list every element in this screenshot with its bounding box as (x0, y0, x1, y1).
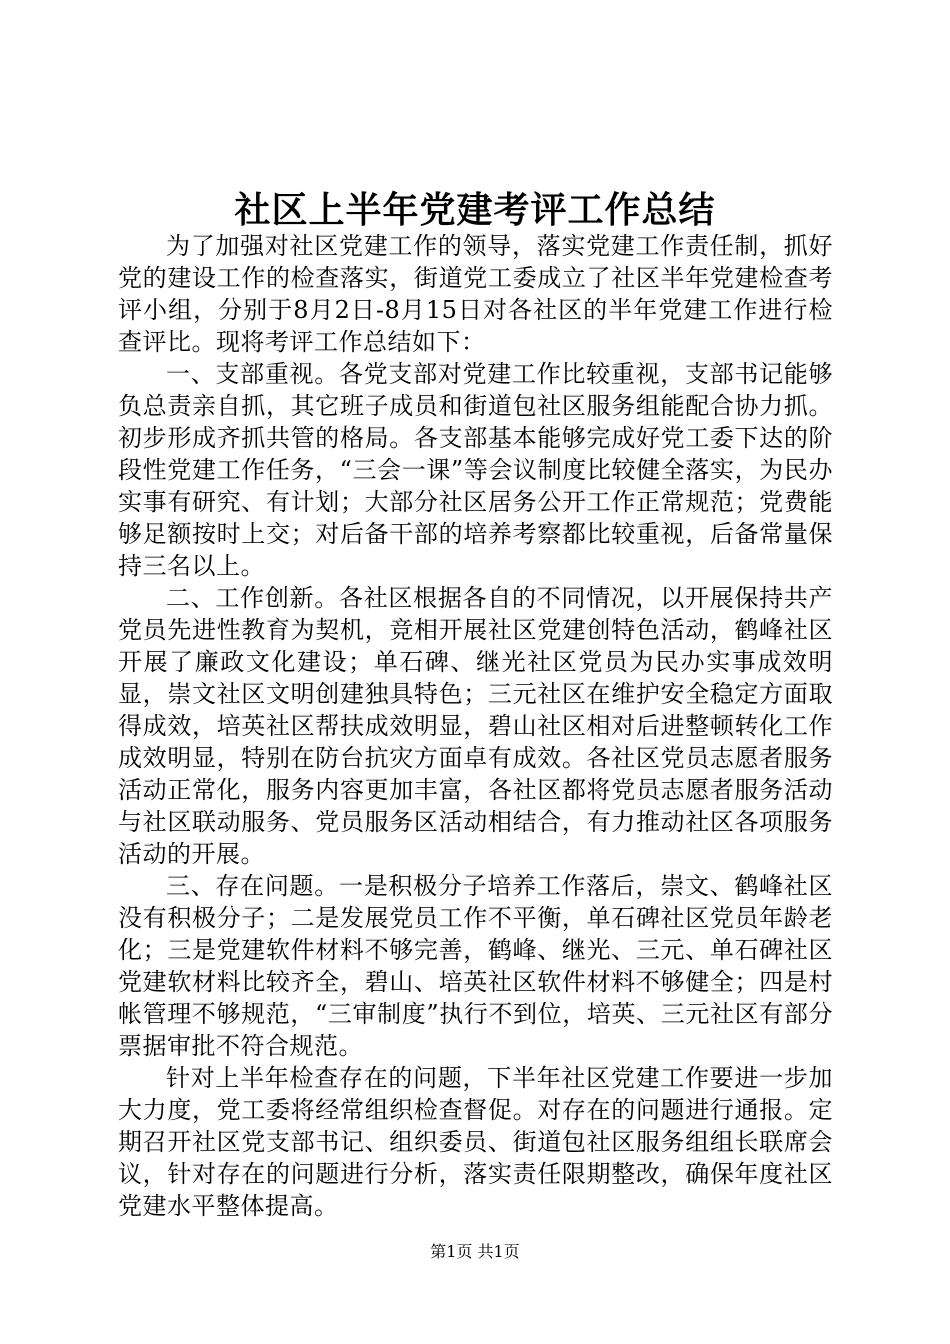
document-title: 社区上半年党建考评工作总结 (234, 189, 716, 231)
page-number-label: 第1页 共1页 (430, 1242, 520, 1261)
paragraph-section-3: 三、存在问题。一是积极分子培养工作落后，崇文、鹤峰社区没有积极分子；二是发展党员工作不平衡，单石碑社区党员年龄老化；三是党建软件材料不够完善，鹤峰、继光、三元、单石碑社区党建软材料比较齐全，碧山、培英社区软件材料不够健全；四是村帐管理不够规范，“三审制度”执行不到位，培英、三元社区有部分票据审批不符合规范。 (118, 872, 833, 1060)
paragraph-section-1: 一、支部重视。各党支部对党建工作比较重视，支部书记能够负总责亲自抓，其它班子成员和街道包社区服务组能配合协力抓。初步形成齐抓共管的格局。各支部基本能够完成好党工委下达的阶段性党建工作任务，“三会一课”等会议制度比较健全落实，为民办实事有研究、有计划；大部分社区居务公开工作正常规范；党费能够足额按时上交；对后备干部的培养考察都比较重视，后备常量保持三名以上。 (118, 360, 833, 580)
document-body (118, 230, 833, 1222)
paragraph-section-2: 二、工作创新。各社区根据各自的不同情况，以开展保持共产党员先进性教育为契机，竞相开展社区党建创特色活动，鹤峰社区开展了廉政文化建设；单石碑、继光社区党员为民办实事成效明显，崇文社区文明创建独具特色；三元社区在维护安全稳定方面取得成效，培英社区帮扶成效明显，碧山社区相对后进整顿转化工作成效明显，特别在防台抗灾方面卓有成效。各社区党员志愿者服务活动正常化，服务内容更加丰富，各社区都将党员志愿者服务活动与社区联动服务、党员服务区活动相结合，有力推动社区各项服务活动的开展。 (118, 584, 833, 868)
paragraph-conclusion: 针对上半年检查存在的问题，下半年社区党建工作要进一步加大力度，党工委将经常组织检查督促。对存在的问题进行通报。定期召开社区党支部书记、组织委员、街道包社区服务组组长联席会议，针对存在的问题进行分析，落实责任限期整改，确保年度社区党建水平整体提高。 (118, 1064, 833, 1220)
page-footer (0, 1240, 950, 1264)
paragraph-intro: 为了加强对社区党建工作的领导，落实党建工作责任制，抓好党的建设工作的检查落实，街道党工委成立了社区半年党建检查考评小组，分别于8月2日-8月15日对各社区的半年党建工作进行检查评比。现将考评工作总结如下： (118, 232, 833, 356)
